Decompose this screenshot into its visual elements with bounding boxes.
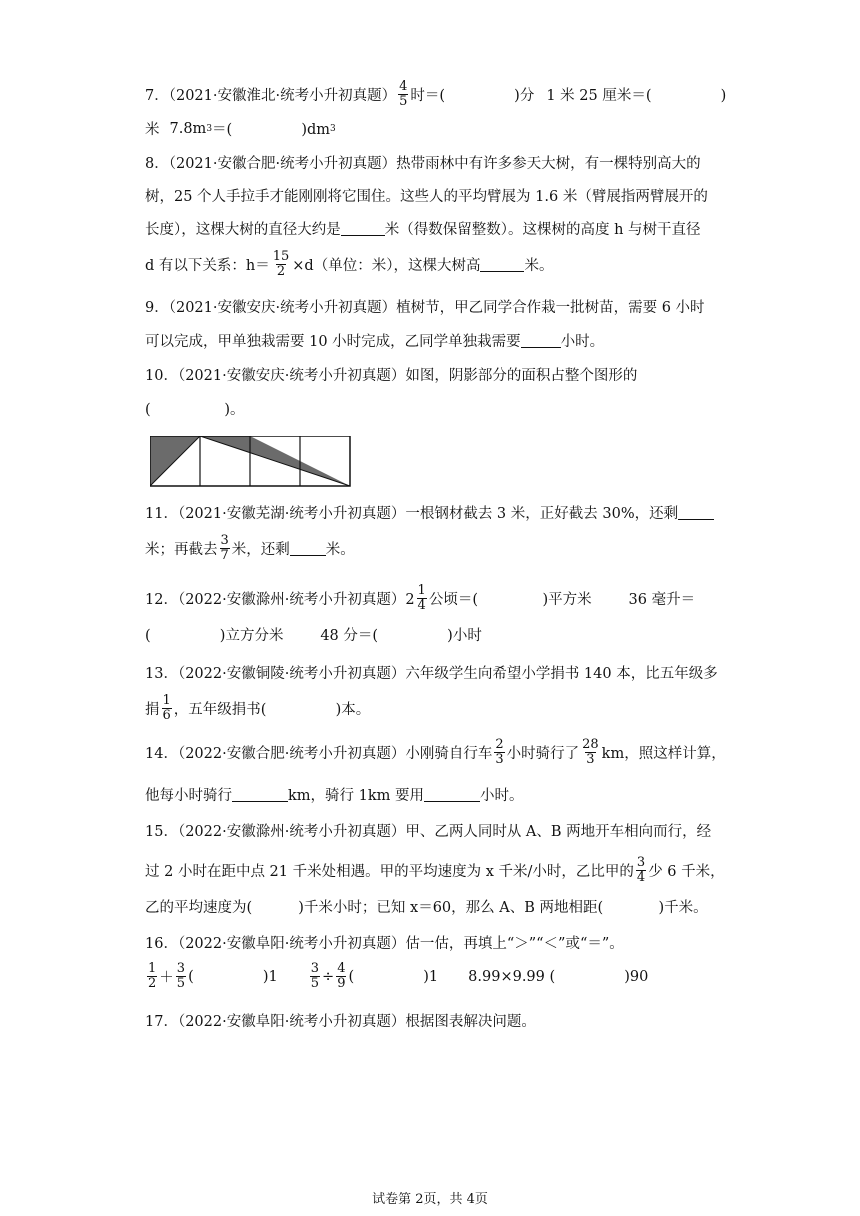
q15-line2: 过 2 小时在距中点 21 千米处相遇。甲的平均速度为 x 千米/小时，乙比甲的 $\frac{3}{4}$ 少 6 千米， xyxy=(145,855,725,885)
page-footer: 试卷第 2页，共 4页 xyxy=(372,1192,488,1207)
fraction: $\frac{4}{5}$ xyxy=(399,79,408,109)
q15-line1: 15．（2022·安徽滁州·统考小升初真题）甲、乙两人同时从 A、B 两地开车相向而行，经 xyxy=(145,824,712,840)
q17-line1: 17．（2022·安徽阜阳·统考小升初真题）根据图表解决问题。 xyxy=(145,1014,536,1030)
answer-blank[interactable] xyxy=(232,787,288,802)
q9-line1: 9．（2021·安徽安庆·统考小升初真题）植树节，甲乙同学合作栽一批树苗，需要 6 小时 xyxy=(145,300,705,316)
q15-line3: 乙的平均速度为( )千米小时；已知 x＝60，那么 A、B 两地相距( )千米。 xyxy=(145,900,708,916)
fraction: $\frac{15}{2}$ xyxy=(272,249,290,279)
q9-line2: 可以完成，甲单独栽需要 10 小时完成，乙同学单独栽需要 小时。 xyxy=(145,334,605,350)
q13-line2: 捐 $\frac{1}{6}$ ，五年级捐书( )本。 xyxy=(145,693,371,723)
q14-line1: 14．（2022·安徽合肥·统考小升初真题）小刚骑自行车 $\frac{2}{3}$ 小时骑行了 $\frac{28}{3}$ km，照这样计算， xyxy=(145,737,726,767)
q13-line1: 13．（2022·安徽铜陵·统考小升初真题）六年级学生向希望小学捐书 140 本，比五年级多 xyxy=(145,666,718,682)
q16-line1: 16．（2022·安徽阜阳·统考小升初真题）估一估，再填上“＞”“＜”或“＝”。 xyxy=(145,936,624,952)
fraction: $\frac{1}{4}$ xyxy=(417,583,426,613)
fraction: $\frac{3}{5}$ xyxy=(310,961,320,991)
fraction: $\frac{1}{6}$ xyxy=(162,693,171,723)
q10-line1: 10．（2021·安徽安庆·统考小升初真题）如图，阴影部分的面积占整个图形的 xyxy=(145,368,638,384)
q11-line1: 11．（2021·安徽芜湖·统考小升初真题）一根钢材截去 3 米，正好截去 30%，还剩 xyxy=(145,502,714,523)
fraction: $\frac{4}{9}$ xyxy=(337,961,346,991)
answer-blank[interactable] xyxy=(341,221,385,236)
q8-line2: 树，25 个人手拉手才能刚刚将它围住。这些人的平均臂展为 1.6 米（臂展指两臂展开的 xyxy=(145,189,708,205)
q8-line4: d 有以下关系：h＝ $\frac{15}{2}$ ×d（单位：米），这棵大树高 米。 xyxy=(145,249,554,279)
shaded-figure xyxy=(150,436,352,488)
q8-line3: 长度），这棵大树的直径大约是 米（得数保留整数）。这棵树的高度 h 与树干直径 xyxy=(145,222,701,238)
q7-line2: 米 7.8m 3 ＝( )dm 3 xyxy=(145,120,336,138)
q11-line2: 米；再截去 $\frac{3}{7}$ 米，还剩 米。 xyxy=(145,533,355,563)
answer-blank[interactable] xyxy=(480,257,524,272)
answer-blank[interactable] xyxy=(290,541,326,556)
q16-line2: $\frac{1}{2}$ ＋ $\frac{3}{5}$ ( )1 $\frac{3}{5}$ ÷ $\frac{4}{9}$ ( )1 8.99×9.99 ( )90 xyxy=(148,961,649,991)
fraction: $\frac{28}{3}$ xyxy=(582,737,599,767)
fraction: $\frac{3}{7}$ xyxy=(220,533,229,563)
q12-line2: ( )立方分米 48 分＝( )小时 xyxy=(145,628,482,644)
answer-blank[interactable] xyxy=(678,505,714,520)
fraction: $\frac{1}{2}$ xyxy=(148,961,157,991)
answer-blank[interactable] xyxy=(424,787,480,802)
q12-line1: 12．（2022·安徽滁州·统考小升初真题）2 $\frac{1}{4}$ 公顷＝( )平方米 36 毫升＝ xyxy=(145,583,696,613)
fraction: $\frac{3}{5}$ xyxy=(176,961,186,991)
answer-blank[interactable] xyxy=(521,333,561,348)
q8-line1: 8．（2021·安徽合肥·统考小升初真题）热带雨林中有许多参天大树，有一棵特别高大的 xyxy=(145,156,701,172)
fraction: $\frac{3}{4}$ xyxy=(636,855,646,885)
q14-line2: 他每小时骑行 km，骑行 1km 要用 小时。 xyxy=(145,788,524,804)
q10-line2: ( )。 xyxy=(145,402,245,418)
q7-line1: 7．（2021·安徽淮北·统考小升初真题） $\frac{4}{5}$ 时＝( )分 1 米 25 厘米＝( ) xyxy=(145,79,727,109)
fraction: $\frac{2}{3}$ xyxy=(495,737,504,767)
